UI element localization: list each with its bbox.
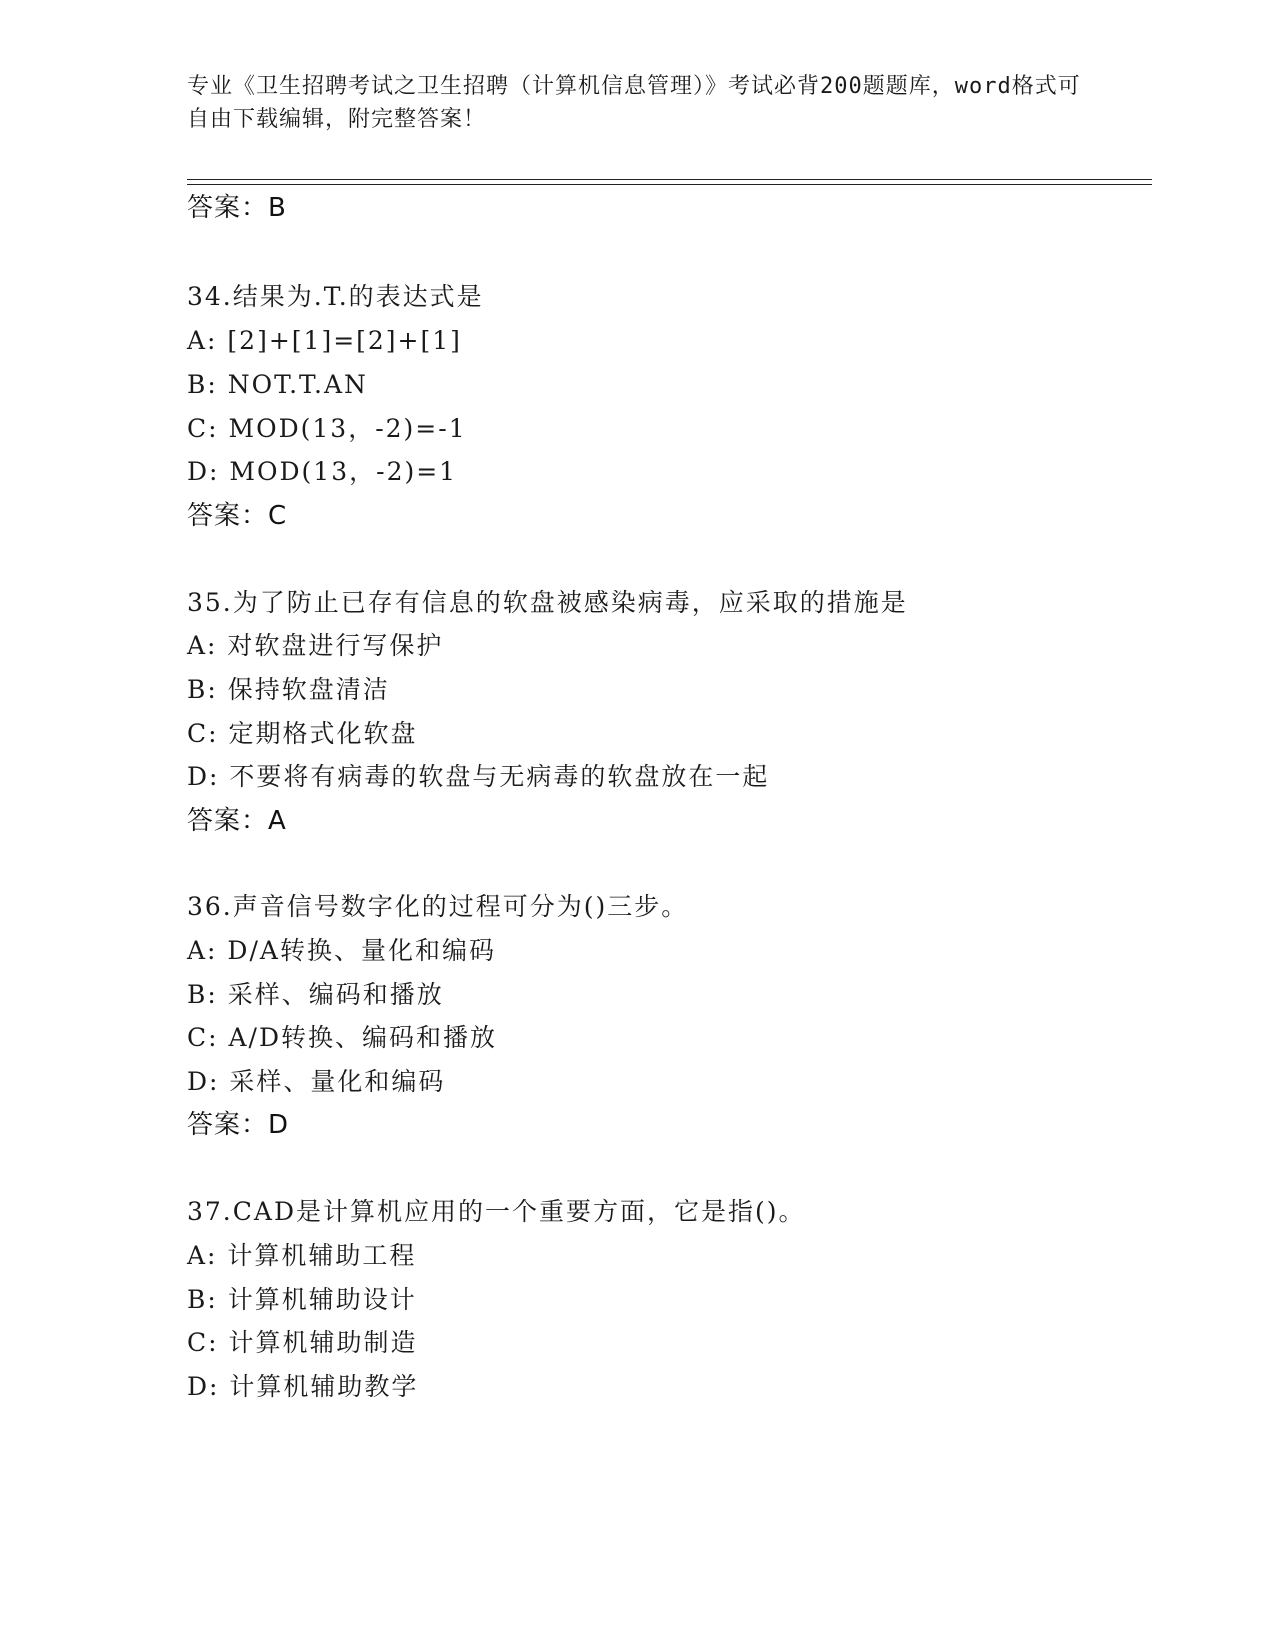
- option-35-b: B: 保持软盘清洁: [187, 675, 390, 704]
- document-header: 专业《卫生招聘考试之卫生招聘（计算机信息管理）》考试必背200题题库，word格式可自由下载编辑，附完整答案！: [187, 74, 1081, 132]
- header-rule-bottom: [187, 184, 1152, 185]
- option-36-a: A: D/A转换、量化和编码: [187, 936, 496, 965]
- option-34-b: B: NOT.T.AN: [187, 370, 368, 399]
- option-37-c: C: 计算机辅助制造: [187, 1328, 418, 1357]
- option-35-d: D: 不要将有病毒的软盘与无病毒的软盘放在一起: [187, 762, 770, 791]
- answer-33: 答案：B: [187, 193, 287, 223]
- option-37-b: B: 计算机辅助设计: [187, 1285, 417, 1314]
- question-36: 36.声音信号数字化的过程可分为()三步。: [187, 892, 689, 921]
- option-37-d: D: 计算机辅助教学: [187, 1372, 419, 1401]
- option-34-c: C: MOD(13，-2)=-1: [187, 414, 467, 443]
- option-35-c: C: 定期格式化软盘: [187, 719, 418, 748]
- option-36-b: B: 采样、编码和播放: [187, 980, 444, 1009]
- answer-35: 答案：A: [187, 806, 287, 836]
- option-34-a: A: [2]+[1]=[2]+[1]: [187, 326, 462, 355]
- option-37-a: A: 计算机辅助工程: [187, 1241, 417, 1270]
- question-35: 35.为了防止已存有信息的软盘被感染病毒，应采取的措施是: [187, 588, 908, 617]
- answer-34: 答案：C: [187, 501, 288, 531]
- question-34: 34.结果为.T.的表达式是: [187, 282, 484, 311]
- option-36-d: D: 采样、量化和编码: [187, 1067, 446, 1096]
- answer-36: 答案：D: [187, 1110, 290, 1140]
- option-35-a: A: 对软盘进行写保护: [187, 631, 444, 660]
- header-rule-top: [187, 179, 1152, 180]
- question-37: 37.CAD是计算机应用的一个重要方面，它是指()。: [187, 1197, 806, 1226]
- option-36-c: C: A/D转换、编码和播放: [187, 1023, 498, 1052]
- option-34-d: D: MOD(13，-2)=1: [187, 457, 458, 486]
